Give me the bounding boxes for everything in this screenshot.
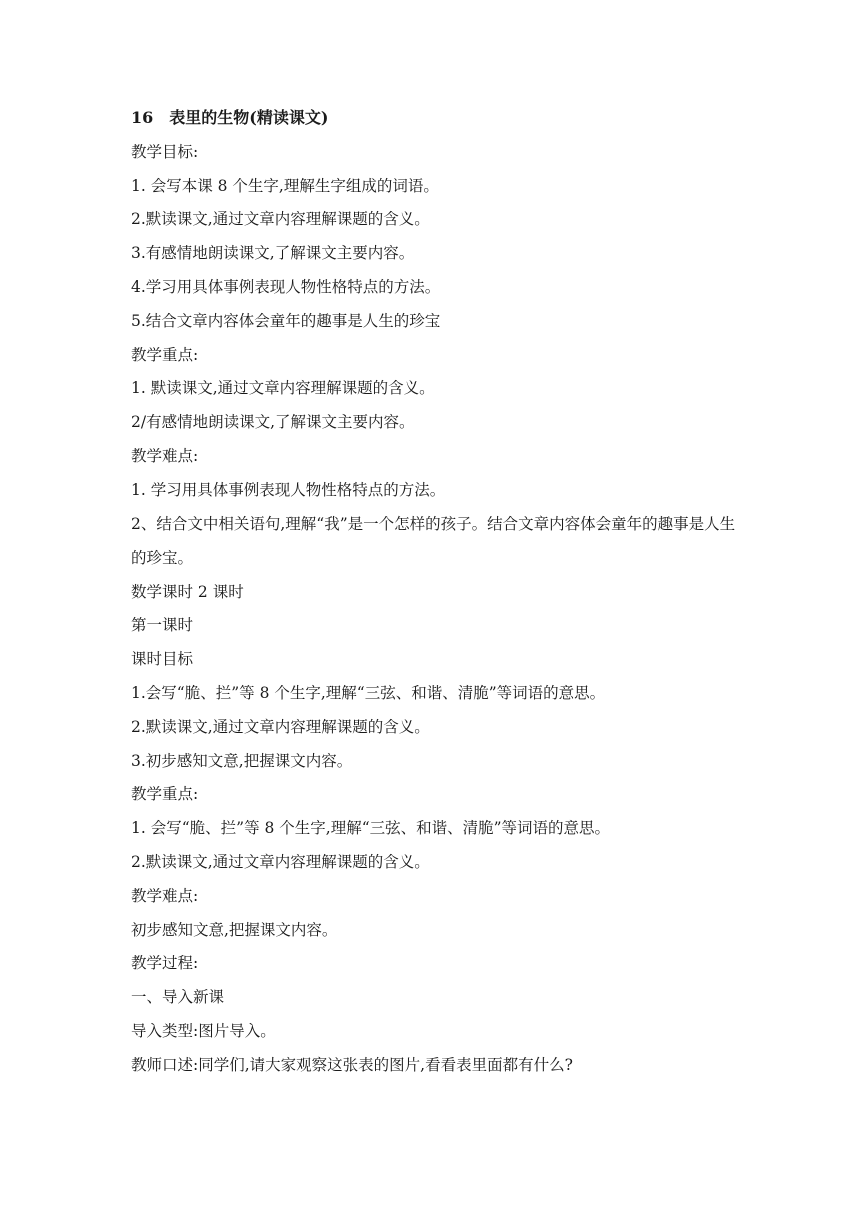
paragraph: 2、结合文中相关语句,理解“我”是一个怎样的孩子。结合文章内容体会童年的趣事是人生的珍宝。 bbox=[131, 514, 736, 567]
paragraph: 1. 默读课文,通过文章内容理解课题的含义。 bbox=[131, 379, 435, 398]
section-heading-teaching-goals: 教学目标: bbox=[131, 142, 199, 161]
paragraph: 导入类型:图片导入。 bbox=[131, 1021, 276, 1040]
paragraph: 2.默读课文,通过文章内容理解课题的含义。 bbox=[131, 852, 430, 871]
paragraph: 数学课时 2 课时 bbox=[131, 582, 244, 601]
paragraph: 4.学习用具体事例表现人物性格特点的方法。 bbox=[131, 277, 441, 296]
section-heading-key-points: 教学重点: bbox=[131, 345, 199, 364]
section-heading-difficulties: 教学难点: bbox=[131, 446, 199, 465]
paragraph: 2.默读课文,通过文章内容理解课题的含义。 bbox=[131, 210, 430, 229]
paragraph: 1. 会写“脆、拦”等 8 个生字,理解“三弦、和谐、清脆”等词语的意思。 bbox=[131, 819, 611, 838]
document-title: 16 表里的生物(精读课文) bbox=[131, 108, 329, 127]
document-page bbox=[131, 108, 741, 1089]
paragraph: 3.有感情地朗读课文,了解课文主要内容。 bbox=[131, 244, 415, 263]
paragraph: 2.默读课文,通过文章内容理解课题的含义。 bbox=[131, 717, 430, 736]
paragraph: 教师口述:同学们,请大家观察这张表的图片,看看表里面都有什么? bbox=[131, 1055, 573, 1074]
paragraph: 初步感知文意,把握课文内容。 bbox=[131, 920, 338, 939]
section-heading-difficulties-2: 教学难点: bbox=[131, 886, 199, 905]
section-heading-process: 教学过程: bbox=[131, 954, 199, 973]
paragraph: 1. 学习用具体事例表现人物性格特点的方法。 bbox=[131, 480, 446, 499]
paragraph: 5.结合文章内容体会童年的趣事是人生的珍宝 bbox=[131, 311, 441, 330]
section-heading-first-lesson: 第一课时 bbox=[131, 616, 194, 635]
section-heading-lesson-goals: 课时目标 bbox=[131, 650, 194, 669]
paragraph: 2/有感情地朗读课文,了解课文主要内容。 bbox=[131, 413, 415, 432]
paragraph: 1.会写“脆、拦”等 8 个生字,理解“三弦、和谐、清脆”等词语的意思。 bbox=[131, 683, 606, 702]
paragraph: 1. 会写本课 8 个生字,理解生字组成的词语。 bbox=[131, 176, 439, 195]
section-heading-key-points-2: 教学重点: bbox=[131, 785, 199, 804]
paragraph: 一、导入新课 bbox=[131, 988, 225, 1007]
paragraph: 3.初步感知文意,把握课文内容。 bbox=[131, 751, 353, 770]
